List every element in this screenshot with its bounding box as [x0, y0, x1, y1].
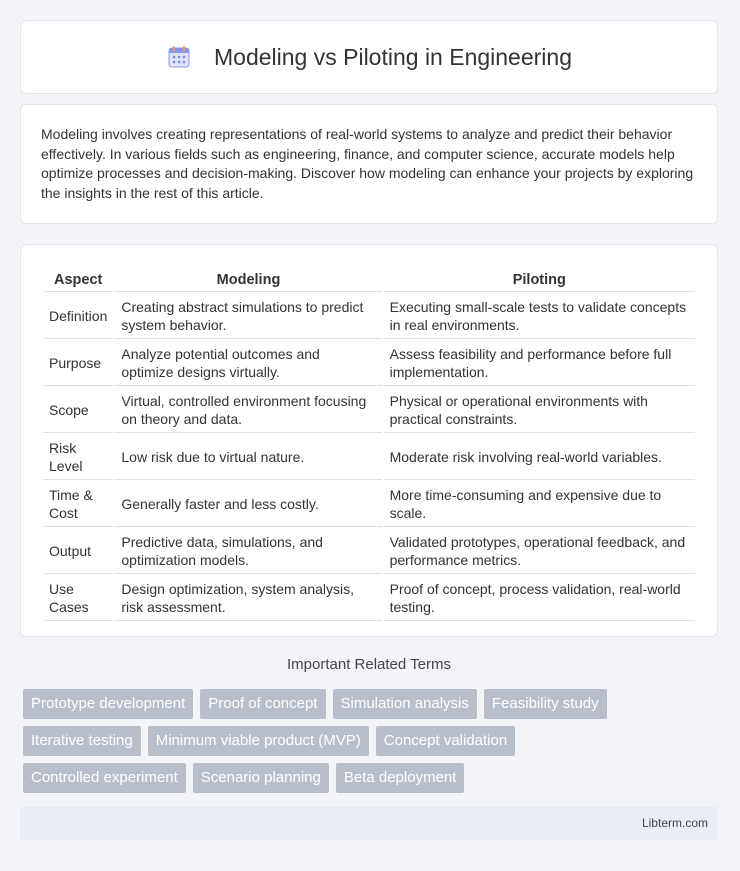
aspect-cell: Output — [43, 529, 113, 574]
tag-scenario-planning[interactable]: Scenario planning — [193, 763, 329, 793]
footer — [20, 807, 718, 840]
header-piloting: Piloting — [384, 267, 695, 292]
table-row — [43, 576, 695, 621]
header-card — [20, 20, 718, 94]
modeling-cell: Generally faster and less costly. — [115, 482, 381, 527]
modeling-cell: Low risk due to virtual nature. — [115, 435, 381, 480]
comparison-card — [20, 244, 718, 637]
table-row — [43, 482, 695, 527]
tag-prototype-development[interactable]: Prototype development — [23, 689, 193, 719]
aspect-cell: Definition — [43, 294, 113, 339]
header-aspect: Aspect — [43, 267, 113, 292]
related-terms-section — [20, 656, 718, 687]
table-row — [43, 294, 695, 339]
related-terms-title: Important Related Terms — [287, 656, 451, 673]
intro-text: Modeling involves creating representations of real-world systems to analyze and predict their behavior effectively. In various fields such as engineering, finance, and computer science, accurate models help optimize processes and decision-making. Discover how modeling can enhance your projects by exploring the insights in the rest of this article. — [41, 126, 694, 201]
tag-feasibility-study[interactable]: Feasibility study — [484, 689, 607, 719]
piloting-cell: Assess feasibility and performance before full implementation. — [384, 341, 695, 386]
related-tags — [23, 689, 683, 800]
calendar-icon — [166, 44, 192, 70]
piloting-cell: Moderate risk involving real-world variables. — [384, 435, 695, 480]
modeling-cell: Predictive data, simulations, and optimization models. — [115, 529, 381, 574]
tag-mvp[interactable]: Minimum viable product (MVP) — [148, 726, 369, 756]
tag-concept-validation[interactable]: Concept validation — [376, 726, 515, 756]
modeling-cell: Design optimization, system analysis, risk assessment. — [115, 576, 381, 621]
intro-card — [20, 104, 718, 224]
piloting-cell: Proof of concept, process validation, real-world testing. — [384, 576, 695, 621]
aspect-cell: Risk Level — [43, 435, 113, 480]
piloting-cell: Validated prototypes, operational feedback, and performance metrics. — [384, 529, 695, 574]
tag-proof-of-concept[interactable]: Proof of concept — [200, 689, 325, 719]
aspect-cell: Scope — [43, 388, 113, 433]
table-row — [43, 529, 695, 574]
aspect-cell: Time & Cost — [43, 482, 113, 527]
table-row — [43, 388, 695, 433]
aspect-cell: Purpose — [43, 341, 113, 386]
tag-iterative-testing[interactable]: Iterative testing — [23, 726, 141, 756]
modeling-cell: Virtual, controlled environment focusing on theory and data. — [115, 388, 381, 433]
table-row — [43, 341, 695, 386]
footer-link[interactable]: Libterm.com — [641, 816, 708, 830]
piloting-cell: Physical or operational environments with practical constraints. — [384, 388, 695, 433]
header-modeling: Modeling — [115, 267, 381, 292]
tag-row — [23, 726, 683, 756]
modeling-cell: Creating abstract simulations to predict system behavior. — [115, 294, 381, 339]
tag-beta-deployment[interactable]: Beta deployment — [336, 763, 465, 793]
tag-row — [23, 763, 683, 793]
aspect-cell: Use Cases — [43, 576, 113, 621]
tag-controlled-experiment[interactable]: Controlled experiment — [23, 763, 186, 793]
comparison-table — [41, 265, 697, 623]
tag-row — [23, 689, 683, 719]
piloting-cell: More time-consuming and expensive due to scale. — [384, 482, 695, 527]
page-title: Modeling vs Piloting in Engineering — [214, 43, 572, 70]
modeling-cell: Analyze potential outcomes and optimize designs virtually. — [115, 341, 381, 386]
table-row — [43, 435, 695, 480]
piloting-cell: Executing small-scale tests to validate concepts in real environments. — [384, 294, 695, 339]
tag-simulation-analysis[interactable]: Simulation analysis — [333, 689, 477, 719]
